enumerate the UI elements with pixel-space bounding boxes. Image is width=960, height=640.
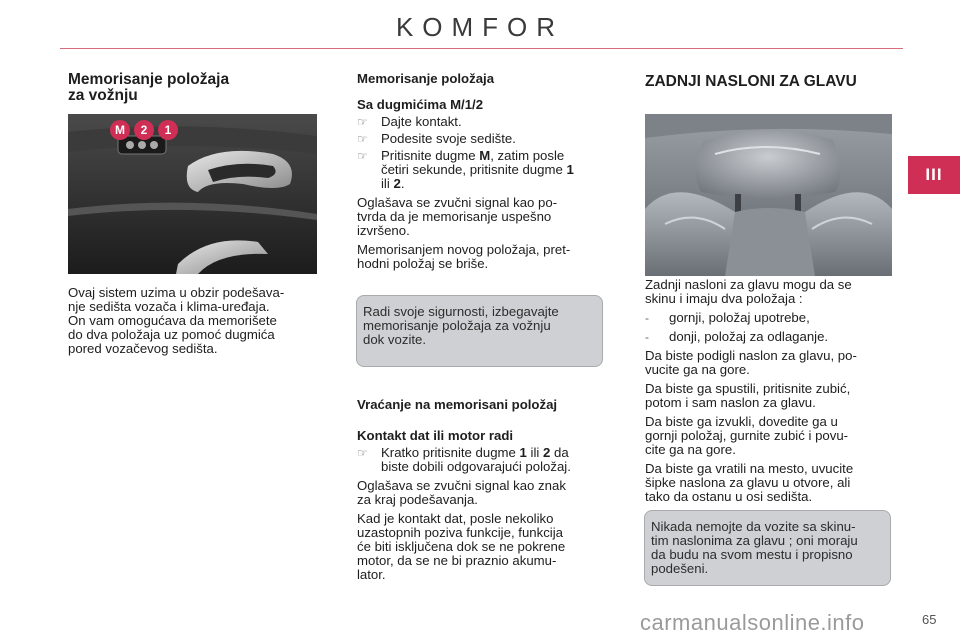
page-number: 65 [922,612,937,627]
subheading-ignition-on: Kontakt dat ili motor radi [357,428,514,443]
column-memory-recall: Vraćanje na memorisani položaj Kontakt dat ili motor radi ☞ Kratko pritisnite dugme 1 ili 2 da biste dobili odgovarajući položaj. Oglašava se zvučni signal kao znak za kraj podešavanja. Kad je kontakt dat, posle nekoliko uzastopnih poziva funkcije, funkcija će biti isključena dok se ne pokrene motor, da se ne bi praznio akumu- lator. [357,398,603,582]
hand-pointer-icon: ☞ [357,115,368,129]
memory-intro-text: Ovaj sistem uzima u obzir podešava- nje sedišta vozača i klima-uređaja. On vam omogućava da memorišete do dva položaja uz pomoć dugmića pored vozačevog sedišta. [68,285,285,356]
safety-note-memory: Radi svoje sigurnosti, izbegavajte memorisanje položaja za vožnju dok vozite. [356,295,603,367]
position-lower: - donji, položaj za odlaganje. [645,329,829,344]
step-ignition: ☞ Dajte kontakt. [357,114,462,129]
header-divider [60,48,903,49]
column-memory-intro [68,72,318,104]
section-title-memory: Memorisanje položaja za vožnju [68,71,230,104]
door-panel-illustration [68,114,317,274]
step-adjust-seat: ☞ Podesite svoje sedište. [357,131,516,146]
memory-button-2-badge: 2 [134,120,154,140]
door-memory-buttons-image [68,114,317,274]
section-title-headrests: ZADNJI NASLONI ZA GLAVU [645,73,857,90]
hand-pointer-icon: ☞ [357,132,368,146]
watermark[interactable]: carmanualsonline.info [640,610,865,635]
column-memory-procedure: Memorisanje položaja Sa dugmićima M/1/2 ☞ Dajte kontakt. ☞ Podesite svoje sedište. ☞ Pritisnite dugme M, zatim posle četiri sekunde, pritisnite dugme 1 ili 2. Oglašava se zvučni signal kao po- tvrda da je memorisanje uspešno izvršeno. Memorisanjem novog položaja, pret- hodni položaj se briše. [357,72,603,271]
step-press-1-or-2: ☞ Kratko pritisnite dugme 1 ili 2 da biste dobili odgovarajući položaj. [357,445,571,474]
hand-pointer-icon: ☞ [357,446,368,460]
safety-note-headrests: Nikada nemojte da vozite sa skinu- tim naslonima za glavu ; oni moraju da budu na svom mestu i propisno podešeni. [644,510,891,586]
chapter-tab[interactable]: III [908,156,960,194]
position-upper: - gornji, položaj upotrebe, [645,310,810,325]
hand-pointer-icon: ☞ [357,149,368,163]
heading-memorizing: Memorisanje položaja [357,71,495,86]
heading-recall: Vraćanje na memorisani položaj [357,397,558,412]
headrest-illustration [645,114,892,276]
memory-button-1-badge: 1 [158,120,178,140]
subheading-buttons: Sa dugmićima M/1/2 [357,97,484,112]
page-title: KOMFOR [395,12,565,42]
rear-headrest-image [645,114,892,276]
column-rear-headrests: Zadnji nasloni za glavu mogu da se skinu i imaju dva položaja : - gornji, položaj upotrebe, - donji, položaj za odlaganje. Da biste podigli naslon za glavu, po- vucite ga na gore. Da biste ga spustili, pritisnite zubić, potom i sam naslon za glavu. Da biste ga izvukli, dovedite ga u gornji položaj, gurnite zubić i povu- cite ga na gore. Da biste ga vratili na mesto, uvucite šipke naslona za glavu u otvore, ali tako da ostanu u osi sedišta. [645,278,891,504]
step-press-m: ☞ Pritisnite dugme M, zatim posle četiri sekunde, pritisnite dugme 1 ili 2. [357,148,574,191]
memory-button-m-badge: M [110,120,130,140]
column-rear-headrests-title [645,72,891,90]
